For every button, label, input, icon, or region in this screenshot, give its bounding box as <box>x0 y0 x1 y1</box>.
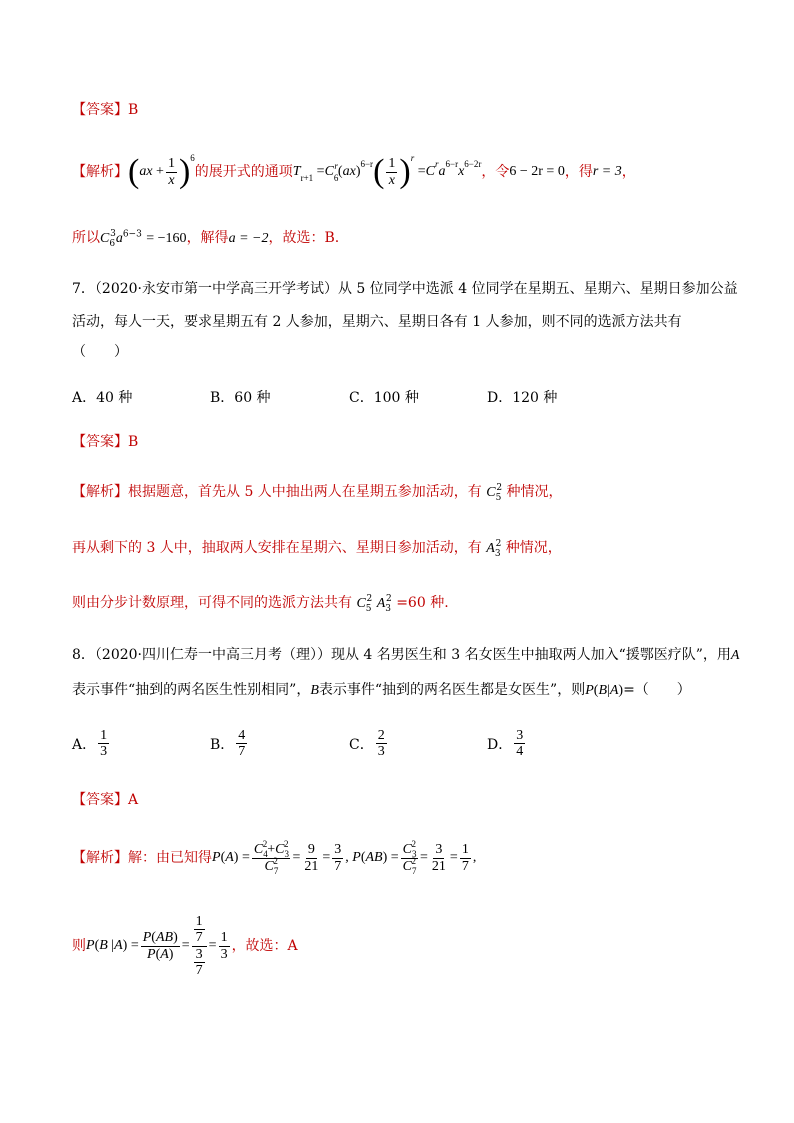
numerator: 3 <box>516 728 524 743</box>
analysis-text: 种情况， <box>506 484 563 500</box>
answer-tag: 【答案】 <box>72 434 128 450</box>
analysis-text: ，解得 <box>186 230 229 246</box>
comma: ， <box>621 164 636 180</box>
analysis-text: 则 <box>72 938 86 954</box>
option-label: B． <box>210 736 235 753</box>
q7-analysis-line3: 则由分步计数原理，可得不同的选派方法共有 $C_5^2$ $A_3^2 =60$ 种. <box>72 594 449 614</box>
numerator: 2 <box>377 728 385 743</box>
analysis-text: 的展开式的通项 <box>194 164 293 180</box>
analysis-text: 再从剩下的 3 人中，抽取两人安排在星期六、星期日参加活动，有 <box>72 540 482 556</box>
analysis-tag: 【解析】 <box>72 164 128 180</box>
a-value: a = −2 <box>228 231 269 246</box>
answer-value: B <box>128 102 139 118</box>
q7-option-d: D．120 种 <box>487 390 558 406</box>
analysis-text: ，令 <box>481 164 510 180</box>
stem-text: 表示事件“抽到的两名医生都是女医生”，则 <box>318 682 586 698</box>
binomial-expression: ( ax + $\frac{1}{x}$ ) $^6$ <box>128 153 195 190</box>
stem-text: 8．（2020·四川仁寿一中高三月考（理））现从 4 名男医生和 3 名女医生中抽取两人加入“援鄂医疗队”，用 <box>72 647 731 663</box>
conditional-probability-formula: P ( B | A ) = $\frac{P(AB)}{P(A)}$ = $\frac{\frac{1}{7}}{\frac{3}{7}}$ = $\frac{1}{3}$ <box>86 913 228 978</box>
analysis-text: =60 种. <box>396 595 449 611</box>
numerator: 1 <box>100 728 108 743</box>
answer-value: B <box>128 434 139 450</box>
denominator: 7 <box>238 744 246 760</box>
denominator: 3 <box>100 744 108 760</box>
q7-analysis-line2: 再从剩下的 3 人中，抽取两人安排在星期六、星期日参加活动，有 $A_3^2$ 种情况， <box>72 539 562 559</box>
analysis-text: 所以 <box>72 230 100 246</box>
numerator: 4 <box>238 728 246 743</box>
analysis-text: ，故选：A <box>231 938 298 954</box>
stem-text: 表示事件“抽到的两名医生性别相同”， <box>72 682 311 698</box>
analysis-text: 种情况， <box>505 540 562 556</box>
analysis-tag: 【解析】 <box>72 484 128 500</box>
answer-value: A <box>128 792 139 808</box>
analysis-text: ，故选：B. <box>268 230 340 246</box>
q6-analysis-line1 <box>72 150 636 194</box>
q7-stem-line3: （ ） <box>72 344 128 360</box>
q8-answer <box>72 790 138 810</box>
probability-formula: P ( A ) = $\frac{C_4^2+C_3^2}{C_7^2}$ = $\frac{9}{21}$ = $\frac{3}{7}$ , P ( AB ) = $\frac{C_3^2}{C_7^2}$ = $\frac{3}{21}$ = $\frac{1}{7}$ , <box>212 839 477 876</box>
r-value: r = 3 <box>592 164 622 179</box>
denominator: 4 <box>516 744 524 760</box>
q6-analysis-line2: 所以$C_6^3a^{6-3} = -160$，解得a = −2，故选：B. <box>72 229 340 249</box>
q7-option-b: B．60 种 <box>210 390 271 406</box>
analysis-text: 解：由已知得 <box>128 850 212 866</box>
analysis-text: 根据题意，首先从 5 人中抽出两人在星期五参加活动，有 <box>128 484 482 500</box>
analysis-text: ，得 <box>564 164 593 180</box>
q8-option-a <box>72 728 111 760</box>
q8-analysis-line1 <box>72 836 476 880</box>
q8-stem-line2: 表示事件“抽到的两名医生性别相同”，B表示事件“抽到的两名医生都是女医生”，则P(B|A)=（ ） <box>72 682 691 698</box>
q7-analysis-line1: 【解析】根据题意，首先从 5 人中抽出两人在星期五参加活动，有 $C_5^2$ 种情况， <box>72 483 563 503</box>
q8-option-d <box>487 728 527 760</box>
analysis-tag: 【解析】 <box>72 850 128 866</box>
q7-option-c: C．100 种 <box>349 390 419 406</box>
denominator: 3 <box>377 744 385 760</box>
answer-tag: 【答案】 <box>72 102 128 118</box>
equation: = −160 <box>146 231 187 246</box>
answer-tag: 【答案】 <box>72 792 128 808</box>
option-label: D． <box>487 736 513 753</box>
option-label: A． <box>72 736 97 753</box>
q8-option-c <box>349 728 389 760</box>
q7-stem-line2: 活动，每人一天，要求星期五有 2 人参加，星期六、星期日各有 1 人参加，则不同的选派方法共有 <box>72 314 682 330</box>
q8-option-b <box>210 728 249 760</box>
q7-stem-line1: 7．（2020·永安市第一中学高三开学考试）从 5 位同学中选派 4 位同学在星期五、星期六、星期日参加公益 <box>72 281 738 297</box>
analysis-text: 则由分步计数原理，可得不同的选派方法共有 <box>72 595 352 611</box>
q7-answer <box>72 432 138 452</box>
stem-text: =（ ） <box>623 682 691 698</box>
general-term-formula: T $_{r+1}$ = C $_6$ $^r$ ( ax ) $^{6-r}$ ( $\frac{1}{x}$ ) $^r$ = C $^r$ a $^{6-r}$ x $^{6-2r}$ <box>292 153 482 190</box>
condition: 6 − 2r = 0 <box>509 164 565 179</box>
q7-option-a: A．40 种 <box>72 390 133 406</box>
q8-analysis-line2 <box>72 906 298 986</box>
option-label: C． <box>349 736 374 753</box>
q6-answer <box>72 100 138 120</box>
q8-stem-line1: 8．（2020·四川仁寿一中高三月考（理））现从 4 名男医生和 3 名女医生中抽取两人加入“援鄂医疗队”，用A <box>72 647 740 663</box>
